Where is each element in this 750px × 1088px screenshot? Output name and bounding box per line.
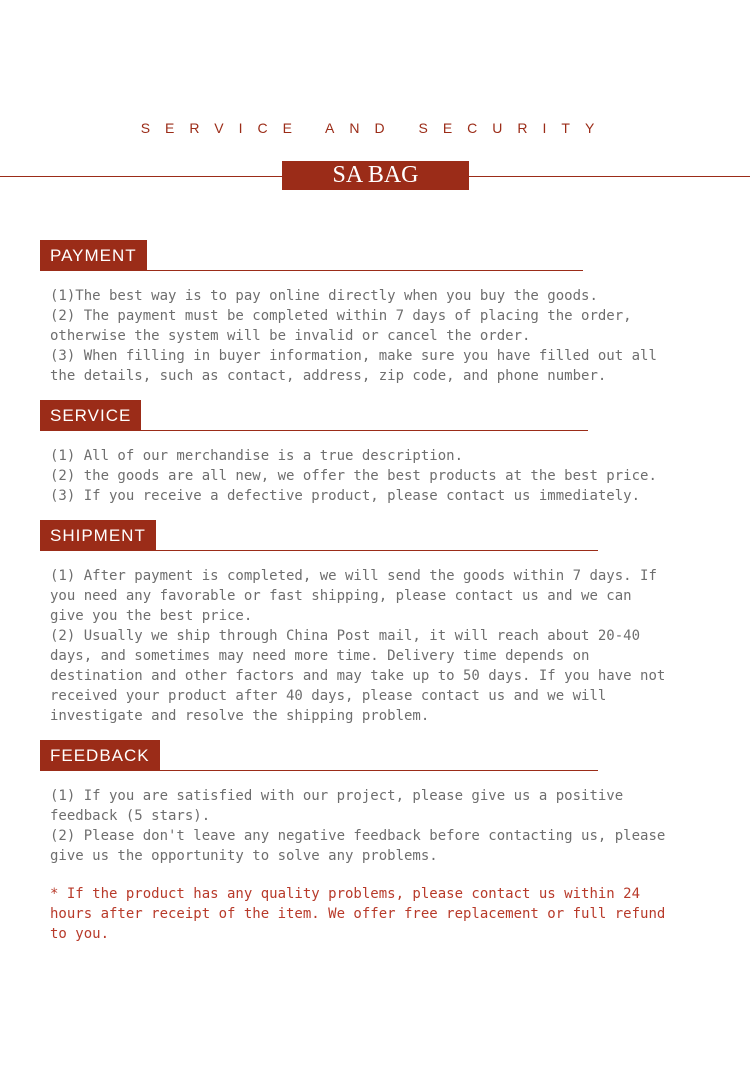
text-line: (2) the goods are all new, we offer the best products at the best price.	[50, 468, 657, 484]
text-line: (2) Please don't leave any negative feedback before contacting us, please	[50, 828, 666, 844]
section-title: PAYMENT	[40, 240, 147, 271]
notice-line: to you.	[50, 926, 110, 942]
text-line: days, and sometimes may need more time. Delivery time depends on	[50, 648, 590, 664]
text-line: (2) The payment must be completed within 7 days of placing the order,	[50, 308, 632, 324]
section-body	[50, 566, 665, 726]
brand-title: SA BAG	[282, 161, 469, 190]
text-line: (1)The best way is to pay online directly when you buy the goods.	[50, 288, 598, 304]
text-line: received your product after 40 days, please contact us and we will	[50, 688, 607, 704]
text-line: you need any favorable or fast shipping, please contact us and we can	[50, 588, 632, 604]
text-line: the details, such as contact, address, zip code, and phone number.	[50, 368, 607, 384]
text-line: (1) All of our merchandise is a true description.	[50, 448, 464, 464]
section-header	[40, 520, 665, 552]
text-line: investigate and resolve the shipping problem.	[50, 708, 430, 724]
section-body	[50, 286, 657, 386]
text-line: (1) If you are satisfied with our project, please give us a positive	[50, 788, 624, 804]
section-title: SHIPMENT	[40, 520, 156, 551]
text-line: (2) Usually we ship through China Post mail, it will reach about 20-40	[50, 628, 641, 644]
section-feedback	[40, 740, 665, 866]
text-line: feedback (5 stars).	[50, 808, 211, 824]
text-line: give us the opportunity to solve any problems.	[50, 848, 438, 864]
text-line: otherwise the system will be invalid or cancel the order.	[50, 328, 531, 344]
text-line: destination and other factors and may take up to 50 days. If you have not	[50, 668, 666, 684]
section-shipment	[40, 520, 665, 726]
text-line: (3) If you receive a defective product, please contact us immediately.	[50, 488, 641, 504]
section-body	[50, 446, 657, 506]
section-body	[50, 786, 665, 866]
text-line: give you the best price.	[50, 608, 253, 624]
text-line: (3) When filling in buyer information, make sure you have filled out all	[50, 348, 657, 364]
section-title: SERVICE	[40, 400, 141, 431]
section-header	[40, 740, 665, 772]
notice-line: * If the product has any quality problems, please contact us within 24	[50, 886, 641, 902]
section-header	[40, 240, 657, 272]
section-title: FEEDBACK	[40, 740, 160, 771]
notice-line: hours after receipt of the item. We offer free replacement or full refund	[50, 906, 666, 922]
section-service	[40, 400, 657, 506]
quality-notice	[50, 884, 665, 944]
page-subtitle: SERVICE AND SECURITY	[140, 120, 610, 136]
section-payment	[40, 240, 657, 386]
section-header	[40, 400, 657, 432]
text-line: (1) After payment is completed, we will send the goods within 7 days. If	[50, 568, 657, 584]
